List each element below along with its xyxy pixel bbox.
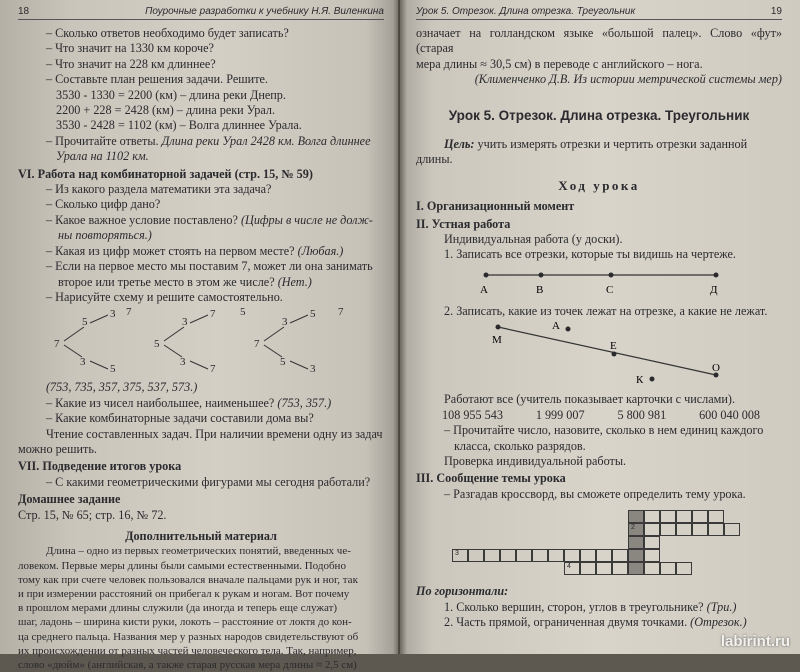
crossword-cell <box>628 562 644 575</box>
text-line: – Какое важное условие поставлено? (Цифры в числе не долж- <box>46 212 373 227</box>
svg-text:Д: Д <box>710 283 718 296</box>
crossword-cell <box>644 536 660 549</box>
crossword-cell <box>676 562 692 575</box>
text-line: – С какими геометрическими фигурами мы сегодня работали? <box>46 474 371 489</box>
svg-text:С: С <box>606 283 614 296</box>
crossword-cell <box>580 549 596 562</box>
svg-text:7: 7 <box>210 363 216 376</box>
combinatorics-tree-diagram <box>18 306 378 376</box>
right-running-head <box>416 6 782 20</box>
crossword-cell <box>676 510 692 523</box>
text-line: – Сколько цифр дано? <box>46 197 161 212</box>
text-line: мера длины ≈ 30,5 см) в переводе с английского – нога. <box>416 56 703 71</box>
crossword-cell <box>596 562 612 575</box>
number-card: 108 955 543 <box>442 407 503 422</box>
text-line: – Если на первое место мы поставим 7, может ли она занимать <box>46 259 373 274</box>
left-page <box>0 0 398 671</box>
crossword-cell <box>692 510 708 523</box>
crossword-cell <box>580 562 596 575</box>
svg-text:3: 3 <box>282 316 288 329</box>
section-heading-7: VII. Подведение итогов урока <box>18 459 182 474</box>
text-line: означает на голландском языке «большой палец». Слово «фут» (старая <box>416 26 782 56</box>
text-line: Чтение составленных задач. При наличии времени одну из задач <box>46 426 383 441</box>
extra-material-heading: Дополнительный материал <box>125 528 277 543</box>
text-line: Урала на 1102 км. <box>56 149 149 164</box>
text-line: – Прочитайте число, назовите, сколько в нем единиц каждого <box>444 423 764 438</box>
crossword-cell <box>628 510 644 523</box>
text-line: и при измерении расстояний он прибегал к рукам и ногам. Вот почему <box>18 587 350 600</box>
text-line: 3530 - 1330 = 2200 (км) – длина реки Днепр. <box>56 87 286 102</box>
svg-text:5: 5 <box>110 363 116 376</box>
text-line: – Сколько ответов необходимо будет записать? <box>46 26 289 40</box>
crossword-cell <box>644 549 660 562</box>
homework-text: Стр. 15, № 65; стр. 16, № 72. <box>18 507 167 522</box>
svg-text:3: 3 <box>110 308 116 321</box>
text-line: – Какие комбинаторные задачи составили дома вы? <box>46 411 314 426</box>
crossword-cell <box>724 523 740 536</box>
number-card: 5 800 981 <box>617 407 667 422</box>
crossword-cell <box>660 510 676 523</box>
number-card: 1 999 007 <box>535 407 585 422</box>
right-page <box>400 0 800 654</box>
crossword-cell <box>532 549 548 562</box>
source-citation: (Клименченко Д.В. Из истории метрической системы мер) <box>474 72 782 87</box>
svg-text:3: 3 <box>182 316 188 329</box>
crossword-cell <box>628 549 644 562</box>
crossword-grid <box>416 510 782 620</box>
text-line: Длина – одно из первых геометрических понятий, введенных че- <box>46 545 351 558</box>
text-line: – Какие из чисел наибольшее, наименьшее? (753, 357.) <box>46 395 332 410</box>
crossword-cell <box>612 549 628 562</box>
crossword-cell <box>708 510 724 523</box>
section-heading-3: III. Сообщение темы урока <box>416 471 566 486</box>
text-line: второе или третье место в этом же числе? (Нет.) <box>58 274 312 289</box>
text-line: – Нарисуйте схему и решите самостоятельно. <box>46 289 283 304</box>
points-segment-diagram <box>416 319 776 387</box>
text-line: класса, сколько разрядов. <box>454 438 586 453</box>
lesson-course-heading: Ход урока <box>558 177 640 193</box>
watermark-logo: labirint.ru <box>720 633 790 650</box>
crossword-cell <box>708 523 724 536</box>
text-line: ны повторяться.) <box>58 228 152 243</box>
svg-text:3: 3 <box>80 356 86 369</box>
crossword-cell <box>692 523 708 536</box>
section-heading-1: I. Организационный момент <box>416 199 575 214</box>
svg-text:5: 5 <box>310 308 316 321</box>
svg-text:Е: Е <box>610 340 617 353</box>
svg-text:7: 7 <box>254 338 260 351</box>
lesson-title: Урок 5. Отрезок. Длина отрезка. Треугольник <box>448 107 750 123</box>
text-line: в прошлом мерами длины служили (да иногда и теперь еще служат) <box>18 602 338 615</box>
crossword-cell <box>644 562 660 575</box>
svg-text:7: 7 <box>210 308 216 321</box>
crossword-cell <box>660 523 676 536</box>
text-line: ца среднего пальца. Названия мер у разных народов свидетельствуют об <box>18 630 359 643</box>
left-page-number: 18 <box>18 6 30 17</box>
crossword-cell <box>516 549 532 562</box>
svg-text:7: 7 <box>54 338 60 351</box>
text-line: 1. Записать все отрезки, которые ты видишь на чертеже. <box>444 247 736 262</box>
horizontal-clues-heading: По горизонтали: <box>416 584 509 599</box>
svg-text:5: 5 <box>280 356 286 369</box>
text-line: Работают все (учитель показывает карточки с числами). <box>444 392 735 407</box>
clue-1: 1. Сколько вершин, сторон, углов в треугольнике? (Три.) <box>444 599 737 614</box>
svg-text:3: 3 <box>310 363 316 376</box>
text-line: ловеком. Первые меры длины были самыми естественными. Подобно <box>18 559 346 572</box>
right-running-head-title: Урок 5. Отрезок. Длина отрезка. Треугольник <box>416 6 636 17</box>
svg-text:М: М <box>492 334 502 347</box>
crossword-cell <box>596 549 612 562</box>
svg-text:3: 3 <box>180 356 186 369</box>
text-line: – Разгадав кроссворд, вы сможете определить тему урока. <box>444 486 746 501</box>
section-heading-2: II. Устная работа <box>416 216 511 231</box>
left-running-head <box>18 6 384 20</box>
text-line: – Из какого раздела математики эта задача? <box>46 182 272 197</box>
crossword-cell <box>660 562 676 575</box>
text-line: – Что значит на 228 км длиннее? <box>46 56 216 71</box>
text-line: Индивидуальная работа (у доски). <box>444 232 623 247</box>
left-running-head-title: Поурочные разработки к учебнику Н.Я. Виленкина <box>145 6 384 17</box>
text-line: можно решить. <box>18 441 97 456</box>
crossword-cell <box>484 549 500 562</box>
text-line: длины. <box>416 152 453 167</box>
crossword-cell <box>468 549 484 562</box>
text-line: тому как при счете человек пользовался вначале пальцами рук и ног, так <box>18 573 358 586</box>
text-line: (753, 735, 357, 375, 537, 573.) <box>46 380 198 395</box>
text-line: – Прочитайте ответы. Длина реки Урал 2428 км. Волга длиннее <box>46 133 371 148</box>
crossword-cell <box>644 510 660 523</box>
text-line: 2. Записать, какие из точек лежат на отрезке, а какие не лежат. <box>444 303 768 318</box>
crossword-cell <box>612 562 628 575</box>
svg-text:7: 7 <box>338 306 344 319</box>
text-line: – Что значит на 1330 км короче? <box>46 41 214 56</box>
segment-line-diagram <box>416 263 776 299</box>
right-page-number: 19 <box>770 6 782 17</box>
text-line: слово «дюйм» (английская, а также старая русская мера длины ≈ 2,5 см) <box>18 659 357 671</box>
svg-text:К: К <box>636 374 644 387</box>
number-card: 600 040 008 <box>699 407 760 422</box>
svg-text:А: А <box>552 320 560 333</box>
crossword-cell: 4 <box>564 562 580 575</box>
crossword-cell <box>644 523 660 536</box>
number-cards <box>416 408 782 423</box>
crossword-cell: 3 <box>452 549 468 562</box>
svg-text:7: 7 <box>126 306 132 319</box>
text-line: их происхождении от разных частей человеческого тела. Так, например, <box>18 644 357 657</box>
crossword-cell <box>564 549 580 562</box>
crossword-cell <box>548 549 564 562</box>
text-line: – Какая из цифр может стоять на первом месте? (Любая.) <box>46 243 344 258</box>
text-line: 3530 - 2428 = 1102 (км) – Волга длиннее Урала. <box>56 118 302 133</box>
svg-text:5: 5 <box>82 316 88 329</box>
crossword-cell <box>676 523 692 536</box>
svg-text:О: О <box>712 362 720 375</box>
svg-text:5: 5 <box>154 338 160 351</box>
svg-text:В: В <box>536 283 544 296</box>
text-line: шаг, ладонь – ширина кисти руки, локоть – расстояние от локтя до кон- <box>18 616 352 629</box>
clue-2: 2. Часть прямой, ограниченная двумя точками. (Отрезок.) <box>444 614 747 629</box>
lesson-goal: Цель: учить измерять отрезки и чертить отрезки заданной <box>444 137 748 152</box>
section-heading-6: VI. Работа над комбинаторной задачей (стр. 15, № 59) <box>18 166 313 181</box>
homework-heading: Домашнее задание <box>18 492 121 507</box>
crossword-cell <box>500 549 516 562</box>
text-line: 2200 + 228 = 2428 (км) – длина реки Урал. <box>56 103 276 118</box>
svg-text:5: 5 <box>240 306 246 319</box>
text-line: – Составьте план решения задачи. Решите. <box>46 72 268 87</box>
text-line: Проверка индивидуальной работы. <box>444 453 627 468</box>
crossword-cell <box>628 536 644 549</box>
book-gutter <box>393 0 407 654</box>
svg-text:А: А <box>480 283 488 296</box>
crossword-cell: 2 <box>628 523 644 536</box>
